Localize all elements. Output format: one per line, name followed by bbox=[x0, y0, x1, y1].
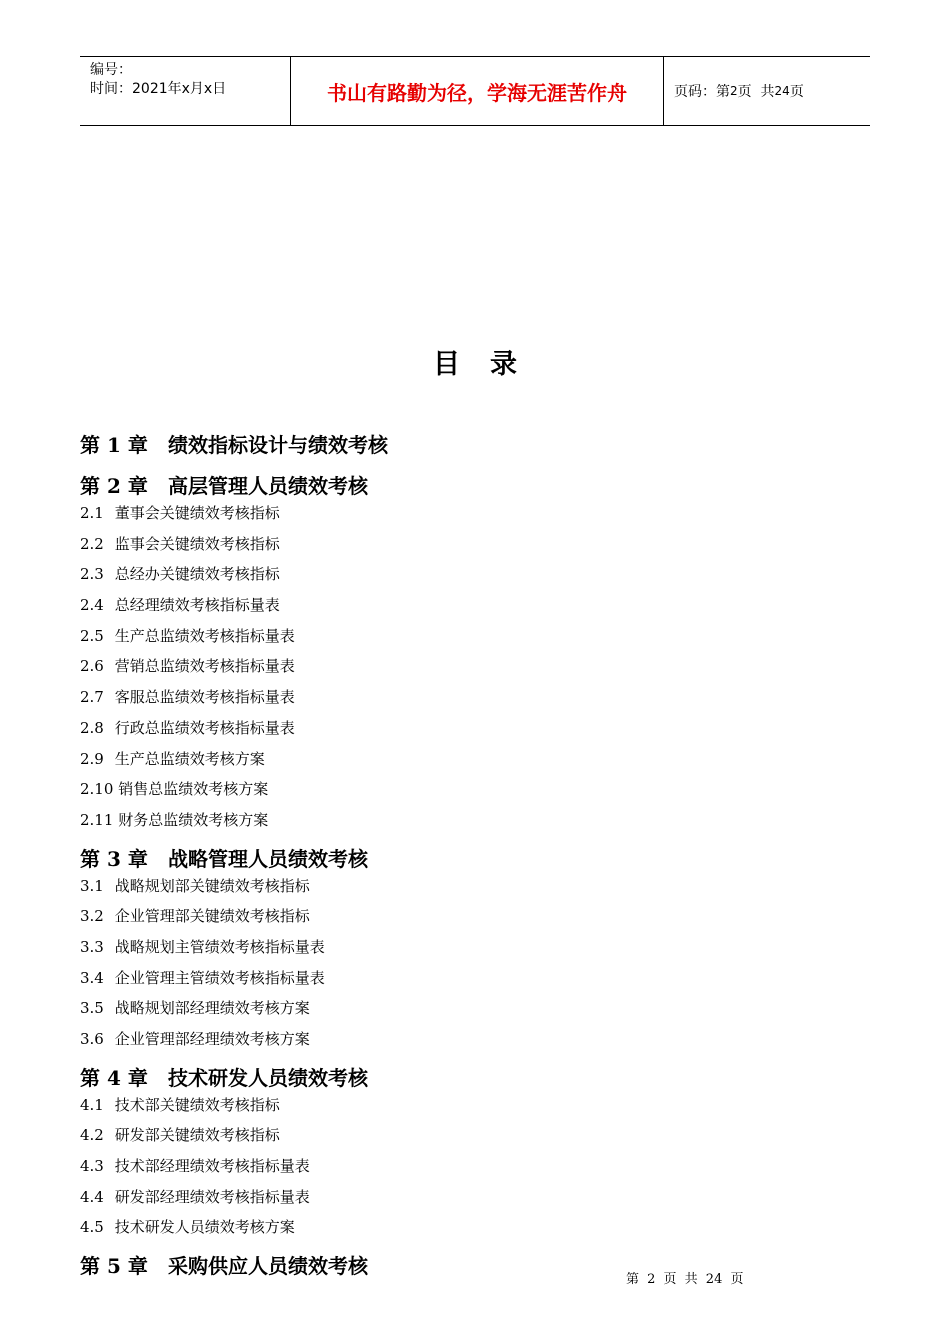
toc-entry[interactable] bbox=[80, 596, 880, 627]
toc-entry[interactable] bbox=[80, 1126, 880, 1157]
page-footer: 第 2 页 共 24 页 bbox=[626, 1272, 744, 1287]
toc-chapter[interactable] bbox=[80, 1061, 880, 1096]
toc-entry[interactable] bbox=[80, 657, 880, 688]
entry-title: 总经办关键绩效考核指标 bbox=[114, 565, 280, 584]
entry-title: 技术部关键绩效考核指标 bbox=[114, 1095, 280, 1114]
chapter-title: 技术研发人员绩效考核 bbox=[168, 1065, 368, 1090]
toc-entry[interactable] bbox=[80, 627, 880, 658]
entry-title: 企业管理部关键绩效考核指标 bbox=[114, 907, 310, 926]
entry-number: 4.4 bbox=[80, 1187, 104, 1206]
toc-chapter[interactable] bbox=[80, 1249, 880, 1284]
entry-title: 企业管理部经理绩效考核方案 bbox=[114, 1030, 310, 1048]
toc-chapter[interactable] bbox=[80, 842, 880, 877]
chapter-title: 战略管理人员绩效考核 bbox=[168, 846, 368, 871]
entry-number: 2.6 bbox=[80, 657, 104, 676]
toc-entry[interactable] bbox=[80, 750, 880, 781]
entry-title: 战略规划部经理绩效考核方案 bbox=[114, 999, 310, 1018]
page-mid: 页 共 bbox=[737, 84, 775, 100]
entry-title: 技术部经理绩效考核指标量表 bbox=[114, 1157, 310, 1176]
entry-number: 3.4 bbox=[80, 968, 104, 987]
toc-entry[interactable] bbox=[80, 535, 880, 566]
entry-number: 4.2 bbox=[80, 1126, 104, 1145]
header-meta bbox=[80, 57, 291, 125]
chapter-number: 第 1 章 bbox=[80, 433, 148, 457]
chapter-number: 第 3 章 bbox=[80, 846, 148, 871]
entry-title: 战略规划部关键绩效考核指标 bbox=[114, 876, 310, 895]
toc-title: 目录 bbox=[433, 349, 547, 380]
toc-entry[interactable] bbox=[80, 1218, 880, 1249]
page-prefix: 页码：第 bbox=[674, 84, 730, 100]
entry-title: 监事会关键绩效考核指标 bbox=[114, 534, 280, 553]
entry-number: 3.1 bbox=[80, 876, 104, 895]
page-header bbox=[80, 56, 870, 126]
entry-title: 董事会关键绩效考核指标 bbox=[114, 504, 280, 522]
document-number-label: 编号： bbox=[90, 62, 132, 78]
header-page-info bbox=[664, 57, 870, 125]
toc-entry[interactable] bbox=[80, 938, 880, 969]
entry-title: 生产总监绩效考核方案 bbox=[114, 749, 265, 768]
entry-title: 技术研发人员绩效考核方案 bbox=[114, 1218, 295, 1237]
toc-entry[interactable] bbox=[80, 907, 880, 938]
entry-number: 2.5 bbox=[80, 626, 104, 645]
document-date: 时间：2021年x月x日 bbox=[90, 81, 227, 97]
toc-entry[interactable] bbox=[80, 780, 880, 811]
toc-entry[interactable] bbox=[80, 1030, 880, 1061]
entry-number: 2.1 bbox=[80, 504, 104, 522]
toc-entry[interactable] bbox=[80, 1096, 880, 1127]
toc-entry[interactable] bbox=[80, 719, 880, 750]
entry-title: 客服总监绩效考核指标量表 bbox=[114, 688, 295, 707]
chapter-number: 第 4 章 bbox=[80, 1065, 148, 1090]
toc-entry[interactable] bbox=[80, 688, 880, 719]
toc-entry[interactable] bbox=[80, 999, 880, 1030]
toc-entry[interactable] bbox=[80, 969, 880, 1000]
entry-number: 4.1 bbox=[80, 1095, 104, 1114]
entry-number: 4.3 bbox=[80, 1157, 104, 1176]
page-suffix: 页 bbox=[789, 84, 804, 100]
entry-number: 2.9 bbox=[80, 749, 104, 768]
chapter-title: 高层管理人员绩效考核 bbox=[168, 474, 368, 498]
table-of-contents bbox=[80, 428, 880, 1284]
toc-entry[interactable] bbox=[80, 811, 880, 842]
entry-number: 3.2 bbox=[80, 907, 104, 926]
entry-number: 2.10 bbox=[80, 780, 114, 799]
chapter-number: 第 2 章 bbox=[80, 474, 148, 498]
entry-number: 2.3 bbox=[80, 565, 104, 584]
chapter-title: 绩效指标设计与绩效考核 bbox=[168, 433, 388, 457]
entry-title: 研发部关键绩效考核指标 bbox=[114, 1126, 280, 1145]
entry-title: 研发部经理绩效考核指标量表 bbox=[114, 1187, 310, 1206]
chapter-title: 采购供应人员绩效考核 bbox=[168, 1254, 368, 1279]
page-number: 2 bbox=[730, 84, 738, 98]
entry-title: 生产总监绩效考核指标量表 bbox=[114, 626, 295, 645]
toc-entry[interactable] bbox=[80, 565, 880, 596]
entry-title: 行政总监绩效考核指标量表 bbox=[114, 718, 295, 737]
entry-number: 2.7 bbox=[80, 688, 104, 707]
entry-title: 销售总监绩效考核方案 bbox=[118, 780, 269, 799]
entry-number: 2.11 bbox=[80, 810, 114, 829]
entry-title: 财务总监绩效考核方案 bbox=[118, 810, 269, 829]
entry-number: 2.4 bbox=[80, 596, 104, 615]
entry-number: 3.5 bbox=[80, 999, 104, 1018]
toc-entry[interactable] bbox=[80, 504, 880, 535]
entry-number: 3.3 bbox=[80, 937, 104, 956]
chapter-number: 第 5 章 bbox=[80, 1254, 148, 1279]
toc-entry[interactable] bbox=[80, 1157, 880, 1188]
entry-title: 总经理绩效考核指标量表 bbox=[114, 596, 280, 615]
entry-title: 企业管理主管绩效考核指标量表 bbox=[114, 968, 325, 987]
header-motto: 书山有路勤为径，学海无涯苦作舟 bbox=[291, 57, 664, 125]
page-total: 24 bbox=[774, 84, 790, 98]
entry-number: 3.6 bbox=[80, 1030, 104, 1048]
toc-chapter[interactable] bbox=[80, 428, 880, 463]
entry-title: 战略规划主管绩效考核指标量表 bbox=[114, 937, 325, 956]
toc-entry[interactable] bbox=[80, 877, 880, 908]
entry-title: 营销总监绩效考核指标量表 bbox=[114, 657, 295, 676]
toc-chapter[interactable] bbox=[80, 469, 880, 504]
entry-number: 2.8 bbox=[80, 718, 104, 737]
toc-entry[interactable] bbox=[80, 1188, 880, 1219]
entry-number: 4.5 bbox=[80, 1218, 104, 1237]
entry-number: 2.2 bbox=[80, 534, 104, 553]
